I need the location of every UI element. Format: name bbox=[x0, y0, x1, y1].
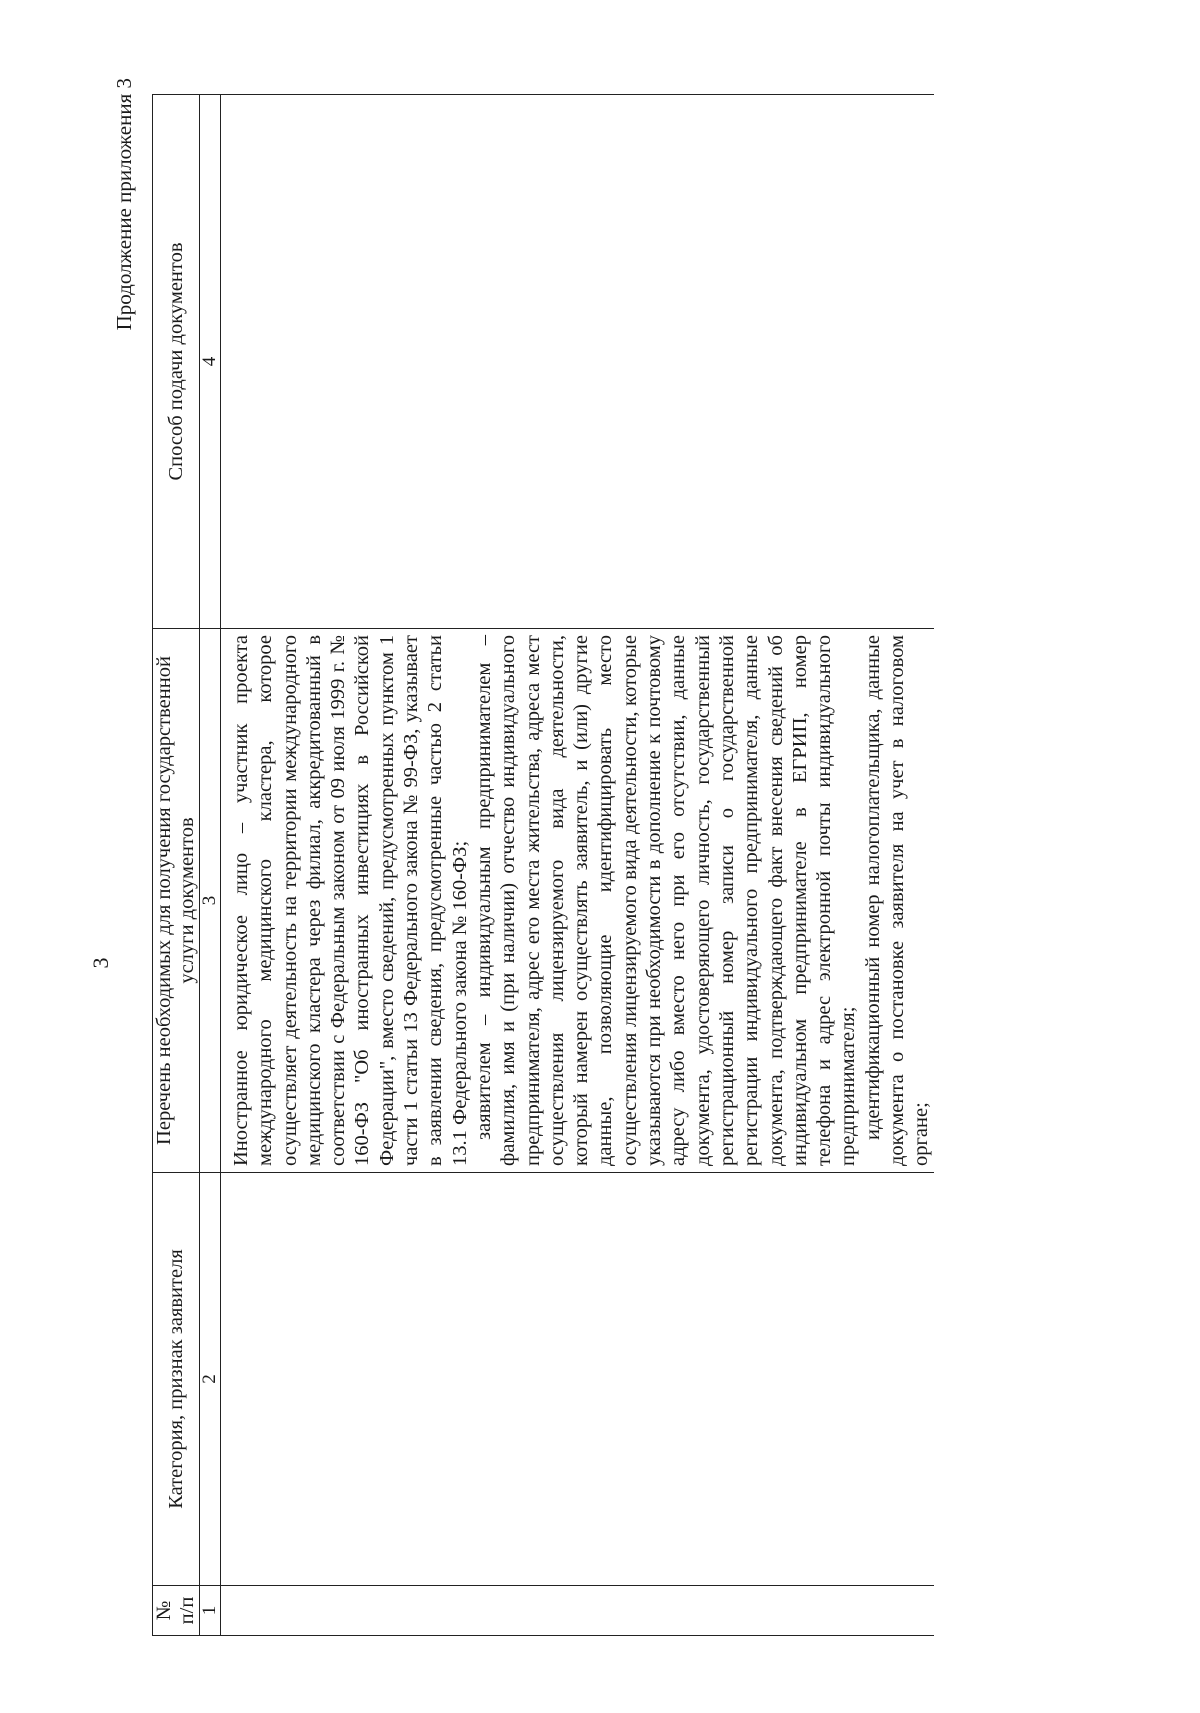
table-row bbox=[221, 95, 934, 1636]
header-method: Способ подачи документов bbox=[153, 95, 200, 629]
table-header-row bbox=[153, 95, 200, 1636]
page-number: 3 bbox=[88, 957, 113, 969]
column-number: 4 bbox=[200, 95, 221, 629]
column-number: 2 bbox=[200, 1173, 221, 1586]
cell-number bbox=[221, 1586, 934, 1636]
continuation-label: Продолжение приложения 3 bbox=[112, 78, 136, 331]
header-documents: Перечень необходимых для получения государственной услуги документов bbox=[153, 629, 200, 1173]
header-category: Категория, признак заявителя bbox=[153, 1173, 200, 1586]
column-number: 1 bbox=[200, 1586, 221, 1636]
cell-documents bbox=[221, 629, 934, 1173]
cell-method bbox=[221, 95, 934, 629]
column-numbers-row bbox=[200, 95, 221, 1636]
column-number: 3 bbox=[200, 629, 221, 1173]
documents-table bbox=[152, 94, 934, 1636]
document-paragraph: заявителем – индивидуальным предпринимателем – фамилия, имя и (при наличии) отчество индивидуального предпринимателя, адрес его места жительства, адреса мест осуществления лицензируемого вида деятельности, который намерен осуществлять заявитель, и (или) другие данные, позволяющие идентифицировать место осуществления лицензируемого вида деятельности, которые указываются при необходимости в дополнение к почтовому адресу либо вместо него при его отсутствии, данные документа, удостоверяющего личность, государственный регистрационный номер записи о государственной регистрации индивидуального предпринимателя, данные документа, подтверждающего факт внесения сведений об индивидуальном предпринимателе в ЕГРИП, номер телефона и адрес электронной почты индивидуального предпринимателя; bbox=[472, 635, 860, 1166]
document-paragraph: Иностранное юридическое лицо – участник проекта международного медицинского кластера, которое осуществляет деятельность на территории международного медицинского кластера через филиал, аккредитованный в соответствии с Федеральным законом от 09 июля 1999 г. № 160-ФЗ "Об иностранных инвестициях в Российской Федерации", вместо сведений, предусмотренных пунктом 1 части 1 статьи 13 Федерального закона № 99-ФЗ, указывает в заявлении сведения, предусмотренные частью 2 статьи 13.1 Федерального закона № 160-ФЗ; bbox=[230, 635, 471, 1166]
header-number: № п/п bbox=[153, 1586, 200, 1636]
document-paragraph: идентификационный номер налогоплательщика, данные документа о постановке заявителя на учет в налоговом органе; bbox=[861, 635, 933, 1166]
cell-category bbox=[221, 1173, 934, 1586]
